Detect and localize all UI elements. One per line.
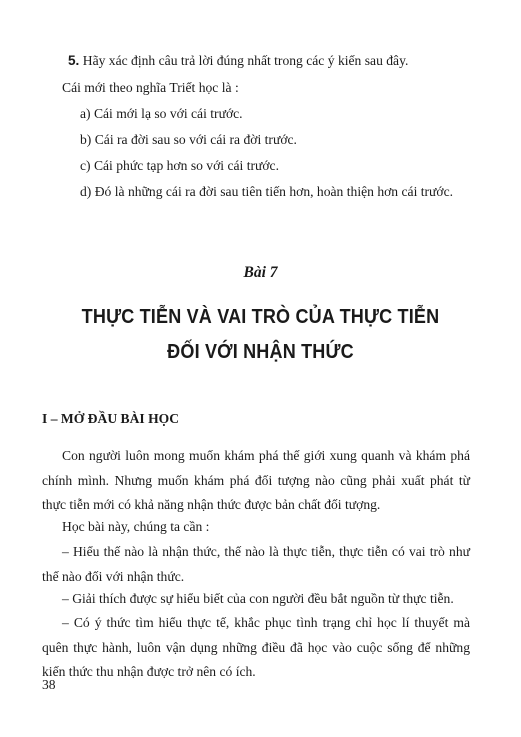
lesson-title-line2: ĐỐI VỚI NHẬN THỨC: [167, 340, 354, 363]
question-line: [68, 52, 408, 70]
option-c: c) Cái phức tạp hơn so với cái trước.: [80, 158, 279, 173]
paragraph-text: – Giải thích được sự hiểu biết của con người đều bắt nguồn từ thực tiễn.: [62, 591, 454, 606]
paragraph: [42, 611, 470, 685]
paragraph: [42, 515, 470, 540]
lesson-number: Bài 7: [243, 264, 278, 281]
option-a: a) Cái mới lạ so với cái trước.: [80, 106, 243, 121]
paragraph-text: Học bài này, chúng ta cần :: [62, 519, 210, 534]
page-number: 38: [42, 677, 56, 692]
option-b: b) Cái ra đời sau so với cái ra đời trước.: [80, 132, 297, 147]
option-d: d) Đó là những cái ra đời sau tiên tiến hơn, hoàn thiện hơn cái trước.: [80, 184, 454, 199]
question-text: Hãy xác định câu trả lời đúng nhất trong các ý kiến sau đây.: [82, 53, 409, 68]
paragraph: [42, 444, 470, 518]
paragraph: [42, 540, 470, 589]
section-heading: I – MỞ ĐẦU BÀI HỌC: [42, 411, 180, 426]
paragraph-text: Con người luôn mong muốn khám phá thế giới xung quanh và khám phá chính mình. Nhưng muốn khám phá đối tượng nào cũng phải xuất phát từ thực tiễn mới có khả năng nhận thức được bản chất đối tượng.: [42, 448, 470, 512]
paragraph: [42, 587, 470, 612]
question-prompt: Cái mới theo nghĩa Triết học là :: [62, 80, 239, 95]
paragraph-text: – Có ý thức tìm hiểu thực tế, khắc phục tình trạng chỉ học lí thuyết mà quên thực hành, luôn vận dụng những điều đã học vào cuộc sống để những kiến thức thu nhận được trở nên có ích.: [42, 615, 470, 679]
question-number: 5.: [68, 53, 80, 68]
lesson-title-line1: THỰC TIỄN VÀ VAI TRÒ CỦA THỰC TIỄN: [81, 305, 440, 328]
paragraph-text: – Hiểu thế nào là nhận thức, thế nào là thực tiễn, thực tiễn có vai trò như thế nào đối với nhận thức.: [42, 544, 470, 584]
